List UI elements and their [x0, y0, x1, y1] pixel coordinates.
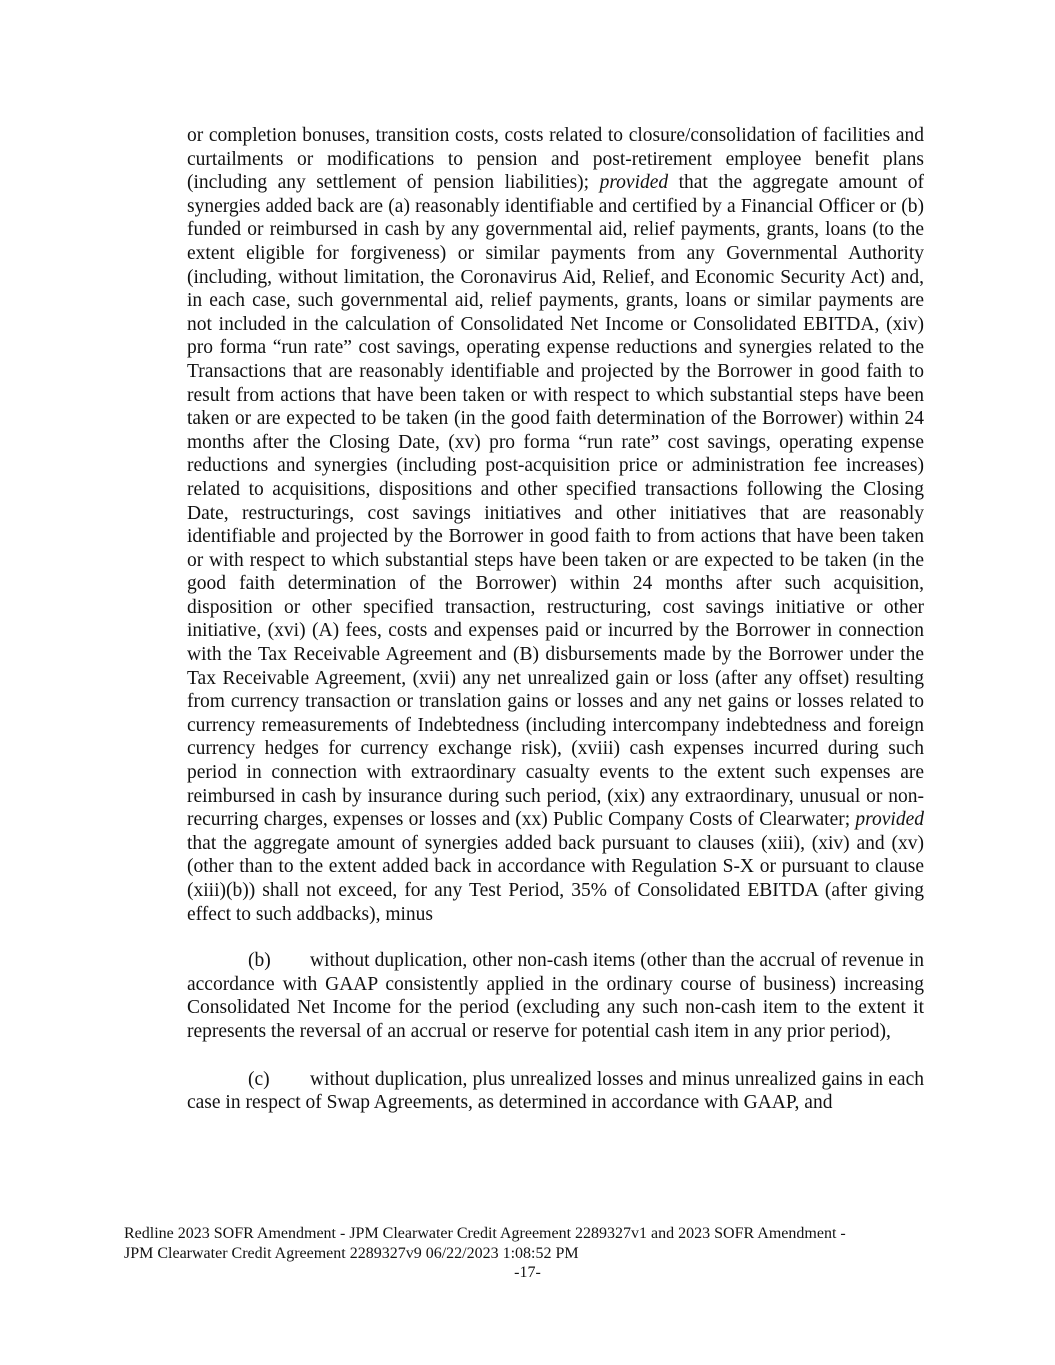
paragraph-a-text-2: that the aggregate amount of synergies added back are (a) reasonably identifiable and certified by a Financial Officer or (b) funded or reimbursed in cash by any governmental aid, relief payments, grants, loans (to the extent eligible for forgiveness) or similar payments from any Governmental Authority (including, without limitation, the Coronavirus Aid, Relief, and Economic Security Act) and, in each case, such governmental aid, relief payments, grants, loans or similar payments are not included in the calculation of Consolidated Net Income or Consolidated EBITDA, (xiv) pro forma “run rate” cost savings, operating expense reductions and synergies related to the Transactions that are reasonably identifiable and projected by the Borrower in good faith to result from actions that have been taken or with respect to which substantial steps have been taken or are expected to be taken (in the good faith determination of the Borrower) within 24 months after the Closing Date, (xv) pro forma “run rate” cost savings, operating expense reductions and synergies (including post-acquisition price or administration fee increases) related to acquisitions, dispositions and other specified transactions following the Closing Date, restructurings, cost savings initiatives and other initiatives that are reasonably identifiable and projected by the Borrower in good faith to from actions that have been taken or with respect to which substantial steps have been taken or are expected to be taken (in the good faith determination of the Borrower) within 24 months after such acquisition, disposition or other specified transaction, restructuring, cost savings initiative or other initiative, (xvi) (A) fees, costs and expenses paid or incurred by the Borrower in connection with the Tax Receivable Agreement and (B) disbursements made by the Borrower under the Tax Receivable Agreement, (xvii) any net unrealized gain or loss (after any offset) resulting from currency transaction or translation gains or losses and any net gains or losses related to currency remeasurements of Indebtedness (including intercompany indebtedness and foreign currency hedges for currency exchange risk), (xviii) cash expenses incurred during such period in connection with extraordinary casualty events to the extent such expenses are reimbursed in cash by insurance during such period, (xix) any extraordinary, unusual or non-recurring charges, expenses or losses and (xx) Public Company Costs of Clearwater; — [187, 172, 924, 831]
page-number: -17- — [514, 1264, 541, 1281]
paragraph-b — [187, 949, 924, 1043]
provided-term-2: provided — [855, 809, 924, 831]
paragraph-c-text: without duplication, plus unrealized losses and minus unrealized gains in each case in respect of Swap Agreements, as determined in accordance with GAAP, and — [187, 1068, 924, 1114]
paragraph-a-continued — [187, 124, 924, 926]
paragraph-b-text: without duplication, other non-cash items (other than the accrual of revenue in accordance with GAAP consistently applied in the ordinary course of business) increasing Consolidated Net Income for the period (excluding any such non-cash item to the extent it represents the reversal of an accrual or reserve for potential cash item in any prior period), — [187, 950, 924, 1042]
document-footer — [124, 1224, 924, 1263]
paragraph-b-enumerator: (b) — [248, 950, 271, 972]
paragraph-a-text-3: that the aggregate amount of synergies added back pursuant to clauses (xiii), (xiv) and (xv) (other than to the extent added back in accordance with Regulation S-X or pursuant to clause (xiii)(b)) shall not exceed, for any Test Period, 35% of Consolidated EBITDA (after giving effect to such addbacks), minus — [187, 832, 924, 925]
paragraph-c — [187, 1068, 924, 1115]
paragraph-c-enumerator: (c) — [248, 1068, 270, 1090]
footer-line-2: JPM Clearwater Credit Agreement 2289327v9 06/22/2023 1:08:52 PM — [124, 1244, 579, 1262]
footer-line-1: Redline 2023 SOFR Amendment - JPM Clearwater Credit Agreement 2289327v1 and 2023 SOFR Amendment - — [124, 1225, 846, 1242]
provided-term-1: provided — [599, 172, 669, 194]
document-body — [187, 124, 924, 1115]
paragraph-a-text-1: or completion bonuses, transition costs, costs related to closure/consolidation of facilities and curtailments or modifications to pension and post-retirement employee benefit plans (including any settlement of pension liabilities); — [187, 125, 924, 194]
